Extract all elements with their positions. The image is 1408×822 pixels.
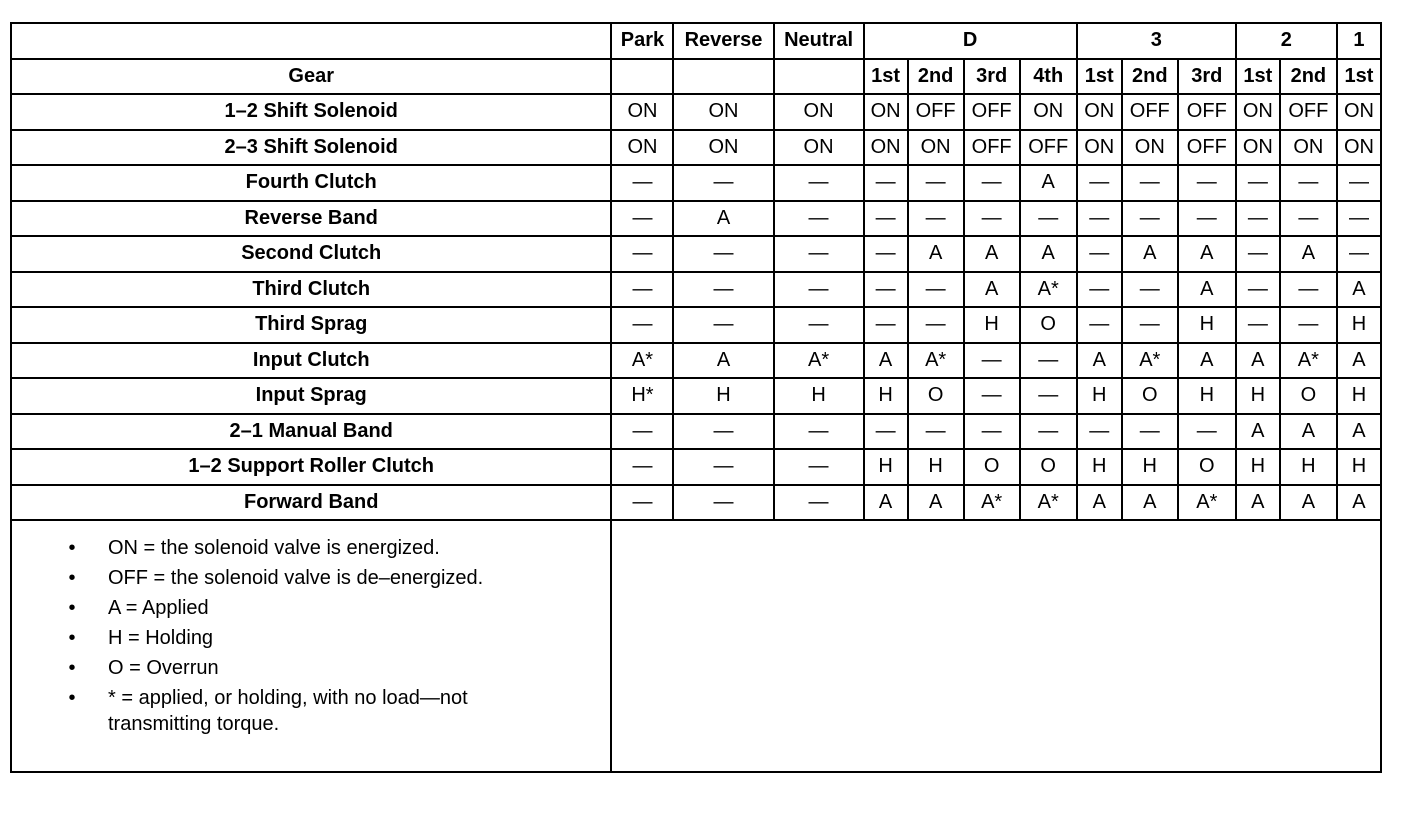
- state-cell: A: [1236, 414, 1280, 450]
- state-cell: ON: [864, 130, 908, 166]
- state-cell: OFF: [908, 94, 964, 130]
- row-label: 2–1 Manual Band: [11, 414, 611, 450]
- state-cell: —: [1236, 165, 1280, 201]
- state-cell: H: [908, 449, 964, 485]
- table-row: [11, 94, 1381, 130]
- state-cell: A: [864, 485, 908, 521]
- state-cell: ON: [1122, 130, 1178, 166]
- state-cell: —: [611, 165, 673, 201]
- state-cell: O: [964, 449, 1020, 485]
- state-cell: A: [1020, 236, 1077, 272]
- state-cell: —: [1236, 272, 1280, 308]
- legend-footer: [10, 521, 1382, 773]
- clutch-band-apply-chart: [10, 22, 1382, 773]
- state-cell: —: [774, 165, 864, 201]
- state-cell: —: [964, 378, 1020, 414]
- bullet-icon: •: [68, 687, 76, 709]
- row-label: Second Clutch: [11, 236, 611, 272]
- state-cell: A: [908, 485, 964, 521]
- state-cell: —: [611, 201, 673, 237]
- state-cell: —: [673, 165, 773, 201]
- state-cell: —: [774, 272, 864, 308]
- state-cell: H: [1337, 449, 1381, 485]
- state-cell: —: [774, 414, 864, 450]
- state-cell: ON: [1020, 94, 1077, 130]
- state-cell: —: [1280, 165, 1337, 201]
- apply-table: [10, 22, 1382, 521]
- row-label: Input Sprag: [11, 378, 611, 414]
- state-cell: —: [1236, 307, 1280, 343]
- state-cell: A*: [611, 343, 673, 379]
- state-cell: A*: [1280, 343, 1337, 379]
- state-cell: A: [864, 343, 908, 379]
- table-row: [11, 272, 1381, 308]
- table-row: [11, 236, 1381, 272]
- state-cell: —: [1122, 201, 1178, 237]
- gear-header: 1st: [1077, 59, 1122, 95]
- range-header-d: D: [864, 23, 1077, 59]
- state-cell: —: [673, 236, 773, 272]
- gear-cell-neutral: [774, 59, 864, 95]
- state-cell: A*: [774, 343, 864, 379]
- state-cell: H: [1280, 449, 1337, 485]
- state-cell: —: [1077, 272, 1122, 308]
- state-cell: ON: [673, 130, 773, 166]
- state-cell: A: [1337, 343, 1381, 379]
- state-cell: H: [1337, 378, 1381, 414]
- state-cell: —: [908, 201, 964, 237]
- gear-header: 2nd: [1122, 59, 1178, 95]
- state-cell: ON: [908, 130, 964, 166]
- state-cell: ON: [1077, 94, 1122, 130]
- state-cell: —: [1178, 165, 1236, 201]
- table-row: [11, 307, 1381, 343]
- state-cell: ON: [1280, 130, 1337, 166]
- row-label: Forward Band: [11, 485, 611, 521]
- state-cell: —: [1020, 343, 1077, 379]
- legend-text: H = Holding: [108, 627, 214, 649]
- row-label: Third Sprag: [11, 307, 611, 343]
- state-cell: —: [1236, 201, 1280, 237]
- state-cell: A: [1178, 272, 1236, 308]
- state-cell: A: [1077, 343, 1122, 379]
- legend-text: ON = the solenoid valve is energized.: [108, 537, 440, 559]
- legend-item: [12, 623, 610, 653]
- state-cell: O: [1122, 378, 1178, 414]
- range-header-2: 2: [1236, 23, 1337, 59]
- state-cell: —: [1077, 165, 1122, 201]
- table-row: [11, 165, 1381, 201]
- state-cell: A: [1178, 343, 1236, 379]
- row-label: Reverse Band: [11, 201, 611, 237]
- state-cell: —: [1178, 201, 1236, 237]
- table-row: [11, 414, 1381, 450]
- state-cell: H: [964, 307, 1020, 343]
- state-cell: A*: [1178, 485, 1236, 521]
- state-cell: H: [1178, 378, 1236, 414]
- legend-text: * = applied, or holding, with no load—not transmitting torque.: [108, 687, 468, 735]
- state-cell: A: [1337, 414, 1381, 450]
- state-cell: —: [774, 201, 864, 237]
- legend-item: [12, 593, 610, 623]
- gear-cell-reverse: [673, 59, 773, 95]
- state-cell: —: [611, 485, 673, 521]
- state-cell: —: [864, 307, 908, 343]
- legend-text: O = Overrun: [108, 657, 219, 679]
- state-cell: A: [1020, 165, 1077, 201]
- state-cell: —: [774, 485, 864, 521]
- state-cell: A: [1236, 343, 1280, 379]
- state-cell: H: [774, 378, 864, 414]
- state-cell: A*: [1122, 343, 1178, 379]
- state-cell: —: [1337, 201, 1381, 237]
- state-cell: —: [774, 449, 864, 485]
- state-cell: ON: [774, 94, 864, 130]
- state-cell: —: [908, 165, 964, 201]
- state-cell: ON: [611, 130, 673, 166]
- legend-list: [12, 521, 610, 739]
- state-cell: —: [864, 414, 908, 450]
- state-cell: H: [864, 449, 908, 485]
- state-cell: OFF: [964, 94, 1020, 130]
- state-cell: —: [774, 307, 864, 343]
- state-cell: —: [1122, 414, 1178, 450]
- state-cell: —: [774, 236, 864, 272]
- gear-label: Gear: [11, 59, 611, 95]
- gear-header: 3rd: [1178, 59, 1236, 95]
- state-cell: ON: [673, 94, 773, 130]
- state-cell: —: [1236, 236, 1280, 272]
- row-label: 2–3 Shift Solenoid: [11, 130, 611, 166]
- state-cell: H: [1236, 449, 1280, 485]
- range-header-reverse: Reverse: [673, 23, 773, 59]
- state-cell: —: [864, 272, 908, 308]
- state-cell: H: [1077, 449, 1122, 485]
- state-cell: OFF: [1178, 94, 1236, 130]
- gear-header: 4th: [1020, 59, 1077, 95]
- state-cell: —: [908, 414, 964, 450]
- state-cell: —: [1280, 272, 1337, 308]
- gear-header: 1st: [1236, 59, 1280, 95]
- legend-item: [12, 683, 610, 739]
- state-cell: H: [1077, 378, 1122, 414]
- state-cell: —: [964, 414, 1020, 450]
- state-cell: —: [673, 449, 773, 485]
- state-cell: H: [864, 378, 908, 414]
- state-cell: —: [1077, 201, 1122, 237]
- state-cell: O: [1280, 378, 1337, 414]
- state-cell: ON: [1236, 94, 1280, 130]
- state-cell: —: [1020, 378, 1077, 414]
- state-cell: ON: [611, 94, 673, 130]
- gear-header: 2nd: [908, 59, 964, 95]
- state-cell: A: [908, 236, 964, 272]
- state-cell: —: [1337, 236, 1381, 272]
- bullet-icon: •: [68, 597, 76, 619]
- state-cell: —: [864, 165, 908, 201]
- state-cell: ON: [1077, 130, 1122, 166]
- state-cell: —: [964, 343, 1020, 379]
- legend-text: A = Applied: [108, 597, 209, 619]
- row-label: Input Clutch: [11, 343, 611, 379]
- state-cell: —: [611, 272, 673, 308]
- bullet-icon: •: [68, 627, 76, 649]
- legend-item: [12, 533, 610, 563]
- bullet-icon: •: [68, 657, 76, 679]
- state-cell: OFF: [1178, 130, 1236, 166]
- state-cell: —: [1020, 201, 1077, 237]
- range-header-1: 1: [1337, 23, 1381, 59]
- state-cell: A: [1280, 236, 1337, 272]
- gear-cell-park: [611, 59, 673, 95]
- state-cell: —: [1077, 236, 1122, 272]
- state-cell: ON: [1236, 130, 1280, 166]
- bullet-icon: •: [68, 537, 76, 559]
- table-row: [11, 201, 1381, 237]
- state-cell: —: [673, 272, 773, 308]
- state-cell: A: [1337, 272, 1381, 308]
- state-cell: —: [673, 414, 773, 450]
- table-row: [11, 378, 1381, 414]
- table-row: [11, 343, 1381, 379]
- legend-item: [12, 563, 610, 593]
- row-label: 1–2 Support Roller Clutch: [11, 449, 611, 485]
- legend-text: OFF = the solenoid valve is de–energized.: [108, 567, 484, 589]
- state-cell: OFF: [1122, 94, 1178, 130]
- range-header-park: Park: [611, 23, 673, 59]
- range-header-3: 3: [1077, 23, 1236, 59]
- table-row: [11, 449, 1381, 485]
- state-cell: —: [1178, 414, 1236, 450]
- legend-box: [12, 521, 612, 771]
- state-cell: —: [1122, 307, 1178, 343]
- gear-header: 1st: [864, 59, 908, 95]
- state-cell: ON: [1337, 94, 1381, 130]
- state-cell: —: [864, 236, 908, 272]
- state-cell: A: [964, 272, 1020, 308]
- state-cell: —: [964, 201, 1020, 237]
- state-cell: —: [864, 201, 908, 237]
- state-cell: H*: [611, 378, 673, 414]
- table-row: [11, 130, 1381, 166]
- state-cell: ON: [1337, 130, 1381, 166]
- state-cell: A: [673, 343, 773, 379]
- state-cell: —: [1337, 165, 1381, 201]
- range-header-neutral: Neutral: [774, 23, 864, 59]
- state-cell: A*: [908, 343, 964, 379]
- state-cell: ON: [864, 94, 908, 130]
- state-cell: —: [964, 165, 1020, 201]
- state-cell: A: [1280, 485, 1337, 521]
- state-cell: —: [611, 307, 673, 343]
- header-row-gears: [11, 59, 1381, 95]
- state-cell: —: [1020, 414, 1077, 450]
- header-row-ranges: [11, 23, 1381, 59]
- state-cell: A: [1280, 414, 1337, 450]
- row-label: Fourth Clutch: [11, 165, 611, 201]
- state-cell: A: [1122, 485, 1178, 521]
- table-row: [11, 485, 1381, 521]
- state-cell: —: [611, 449, 673, 485]
- state-cell: A*: [1020, 272, 1077, 308]
- state-cell: A: [1236, 485, 1280, 521]
- state-cell: —: [1280, 201, 1337, 237]
- legend-item: [12, 653, 610, 683]
- state-cell: A: [1077, 485, 1122, 521]
- state-cell: OFF: [1020, 130, 1077, 166]
- state-cell: —: [1122, 272, 1178, 308]
- row-label: 1–2 Shift Solenoid: [11, 94, 611, 130]
- corner-cell: [11, 23, 611, 59]
- state-cell: —: [673, 485, 773, 521]
- state-cell: A*: [964, 485, 1020, 521]
- state-cell: H: [1122, 449, 1178, 485]
- gear-header: 3rd: [964, 59, 1020, 95]
- row-label: Third Clutch: [11, 272, 611, 308]
- state-cell: H: [673, 378, 773, 414]
- state-cell: H: [1236, 378, 1280, 414]
- gear-header: 2nd: [1280, 59, 1337, 95]
- state-cell: —: [673, 307, 773, 343]
- state-cell: H: [1178, 307, 1236, 343]
- state-cell: —: [1077, 307, 1122, 343]
- state-cell: —: [1077, 414, 1122, 450]
- state-cell: O: [1020, 307, 1077, 343]
- state-cell: O: [908, 378, 964, 414]
- state-cell: A*: [1020, 485, 1077, 521]
- state-cell: A: [1337, 485, 1381, 521]
- gear-header: 1st: [1337, 59, 1381, 95]
- state-cell: —: [611, 414, 673, 450]
- state-cell: A: [1178, 236, 1236, 272]
- state-cell: O: [1020, 449, 1077, 485]
- state-cell: OFF: [1280, 94, 1337, 130]
- state-cell: —: [1122, 165, 1178, 201]
- state-cell: A: [1122, 236, 1178, 272]
- state-cell: —: [908, 272, 964, 308]
- bullet-icon: •: [68, 567, 76, 589]
- state-cell: OFF: [964, 130, 1020, 166]
- state-cell: —: [1280, 307, 1337, 343]
- apply-table-body: [11, 94, 1381, 520]
- state-cell: H: [1337, 307, 1381, 343]
- state-cell: ON: [774, 130, 864, 166]
- state-cell: —: [908, 307, 964, 343]
- state-cell: A: [673, 201, 773, 237]
- state-cell: —: [611, 236, 673, 272]
- state-cell: A: [964, 236, 1020, 272]
- state-cell: O: [1178, 449, 1236, 485]
